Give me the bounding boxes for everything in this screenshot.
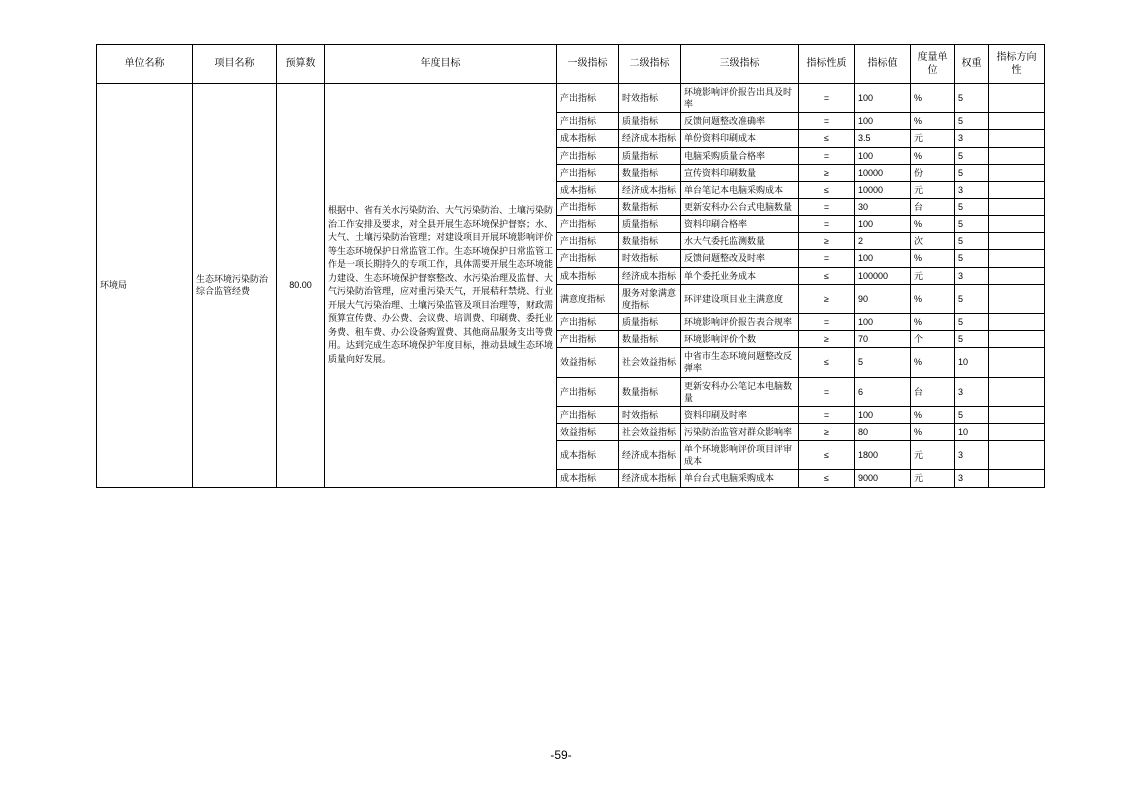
cell-measure-unit: %	[911, 147, 955, 164]
table-body	[97, 84, 1045, 488]
cell-level2-indicator: 时效指标	[619, 84, 681, 113]
header-indicator-value: 指标值	[855, 45, 911, 84]
cell-weight: 10	[955, 348, 989, 377]
cell-weight: 5	[955, 216, 989, 233]
cell-indicator-nature: =	[799, 377, 855, 406]
cell-weight: 5	[955, 331, 989, 348]
header-project-name: 项目名称	[193, 45, 277, 84]
cell-indicator-direction	[989, 216, 1045, 233]
cell-level1-indicator: 成本指标	[557, 130, 619, 147]
cell-level2-indicator: 数量指标	[619, 233, 681, 250]
cell-measure-unit: 元	[911, 130, 955, 147]
cell-weight: 5	[955, 233, 989, 250]
cell-measure-unit: 元	[911, 470, 955, 487]
cell-weight: 5	[955, 284, 989, 313]
header-annual-goal: 年度目标	[325, 45, 557, 84]
cell-level3-indicator: 宣传资料印刷数量	[681, 164, 799, 181]
cell-level3-indicator: 资料印刷及时率	[681, 406, 799, 423]
cell-indicator-direction	[989, 406, 1045, 423]
cell-level1-indicator: 产出指标	[557, 331, 619, 348]
cell-indicator-value: 100	[855, 250, 911, 267]
cell-measure-unit: 份	[911, 164, 955, 181]
cell-level1-indicator: 产出指标	[557, 84, 619, 113]
cell-indicator-direction	[989, 423, 1045, 440]
cell-level1-indicator: 产出指标	[557, 198, 619, 215]
cell-level1-indicator: 成本指标	[557, 470, 619, 487]
cell-level1-indicator: 成本指标	[557, 441, 619, 470]
cell-weight: 5	[955, 250, 989, 267]
cell-indicator-direction	[989, 181, 1045, 198]
cell-level2-indicator: 社会效益指标	[619, 423, 681, 440]
cell-level2-indicator: 社会效益指标	[619, 348, 681, 377]
cell-annual-goal: 根据中、省有关水污染防治、大气污染防治、土壤污染防治工作安排及要求，对全县开展生态环境保护督察；水、大气、土壤污染防治管理；对建设项目开展环境影响评价等生态环境保护日常监管工作。生态环境保护日常监管工作是一项长期持久的专项工作，具体需要开展生态环境能力建设、生态环境保护督察整改、水污染治理及监督、大气污染防治管理，应对重污染天气，开展秸秆禁烧、行业开展大气污染治理、土壤污染监管及项目治理等，财政需预算宣传费、办公费、会议费、培训费、印刷费、委托业务费、租车费、办公设备购置费、其他商品服务支出等费用。达到完成生态环境保护年度目标，推动县域生态环境质量向好发展。	[325, 84, 557, 488]
cell-indicator-value: 100000	[855, 267, 911, 284]
cell-indicator-direction	[989, 331, 1045, 348]
cell-level1-indicator: 产出指标	[557, 147, 619, 164]
cell-indicator-value: 2	[855, 233, 911, 250]
cell-level2-indicator: 经济成本指标	[619, 470, 681, 487]
cell-level3-indicator: 中省市生态环境问题整改反弹率	[681, 348, 799, 377]
cell-measure-unit: %	[911, 423, 955, 440]
cell-indicator-value: 80	[855, 423, 911, 440]
cell-measure-unit: 台	[911, 377, 955, 406]
cell-level3-indicator: 环评建设项目业主满意度	[681, 284, 799, 313]
budget-performance-table-wrapper	[96, 44, 1044, 488]
cell-level2-indicator: 质量指标	[619, 313, 681, 330]
cell-level3-indicator: 环境影响评价个数	[681, 331, 799, 348]
cell-weight: 3	[955, 470, 989, 487]
cell-level2-indicator: 时效指标	[619, 406, 681, 423]
header-indicator-nature: 指标性质	[799, 45, 855, 84]
cell-level2-indicator: 数量指标	[619, 198, 681, 215]
cell-weight: 3	[955, 441, 989, 470]
header-unit-name: 单位名称	[97, 45, 193, 84]
cell-level3-indicator: 更新安科办公台式电脑数量	[681, 198, 799, 215]
cell-weight: 3	[955, 377, 989, 406]
cell-level2-indicator: 质量指标	[619, 216, 681, 233]
cell-indicator-value: 6	[855, 377, 911, 406]
cell-weight: 5	[955, 147, 989, 164]
cell-level2-indicator: 经济成本指标	[619, 267, 681, 284]
cell-unit-name: 环境局	[97, 84, 193, 488]
cell-indicator-direction	[989, 198, 1045, 215]
cell-indicator-nature: =	[799, 250, 855, 267]
table-header-row	[97, 45, 1045, 84]
cell-level3-indicator: 污染防治监管对群众影响率	[681, 423, 799, 440]
cell-indicator-value: 5	[855, 348, 911, 377]
cell-indicator-nature: ≥	[799, 423, 855, 440]
cell-level1-indicator: 成本指标	[557, 181, 619, 198]
header-budget-amount: 预算数	[277, 45, 325, 84]
cell-level1-indicator: 产出指标	[557, 313, 619, 330]
cell-level2-indicator: 经济成本指标	[619, 181, 681, 198]
header-measure-unit: 度量单位	[911, 45, 955, 84]
cell-level1-indicator: 产出指标	[557, 377, 619, 406]
cell-level2-indicator: 数量指标	[619, 331, 681, 348]
cell-level3-indicator: 水大气委托监测数量	[681, 233, 799, 250]
cell-level3-indicator: 资料印刷合格率	[681, 216, 799, 233]
cell-measure-unit: 元	[911, 181, 955, 198]
cell-weight: 5	[955, 164, 989, 181]
cell-measure-unit: 元	[911, 441, 955, 470]
cell-indicator-value: 90	[855, 284, 911, 313]
cell-indicator-nature: =	[799, 406, 855, 423]
cell-level3-indicator: 单台台式电脑采购成本	[681, 470, 799, 487]
cell-level1-indicator: 产出指标	[557, 406, 619, 423]
cell-indicator-value: 100	[855, 313, 911, 330]
cell-indicator-direction	[989, 250, 1045, 267]
cell-level3-indicator: 环境影响评价报告出具及时率	[681, 84, 799, 113]
cell-level1-indicator: 产出指标	[557, 113, 619, 130]
cell-project-name: 生态环境污染防治综合监管经费	[193, 84, 277, 488]
cell-measure-unit: 次	[911, 233, 955, 250]
cell-indicator-value: 100	[855, 113, 911, 130]
cell-indicator-value: 100	[855, 84, 911, 113]
cell-level1-indicator: 效益指标	[557, 423, 619, 440]
cell-weight: 5	[955, 313, 989, 330]
cell-measure-unit: %	[911, 113, 955, 130]
cell-indicator-direction	[989, 377, 1045, 406]
budget-performance-table	[96, 44, 1045, 488]
cell-indicator-direction	[989, 470, 1045, 487]
cell-level1-indicator: 产出指标	[557, 164, 619, 181]
cell-indicator-direction	[989, 313, 1045, 330]
cell-level3-indicator: 更新安科办公笔记本电脑数量	[681, 377, 799, 406]
cell-level1-indicator: 满意度指标	[557, 284, 619, 313]
header-level3-indicator: 三级指标	[681, 45, 799, 84]
cell-indicator-nature: ≤	[799, 348, 855, 377]
cell-weight: 5	[955, 84, 989, 113]
cell-indicator-nature: =	[799, 113, 855, 130]
page-number: -59-	[550, 748, 572, 762]
cell-level3-indicator: 单个委托业务成本	[681, 267, 799, 284]
cell-indicator-nature: ≤	[799, 470, 855, 487]
cell-indicator-value: 1800	[855, 441, 911, 470]
header-indicator-direction: 指标方向性	[989, 45, 1045, 84]
cell-level1-indicator: 产出指标	[557, 216, 619, 233]
cell-measure-unit: 元	[911, 267, 955, 284]
cell-measure-unit: %	[911, 348, 955, 377]
cell-indicator-direction	[989, 233, 1045, 250]
cell-indicator-direction	[989, 441, 1045, 470]
cell-level3-indicator: 反馈问题整改准确率	[681, 113, 799, 130]
cell-indicator-value: 100	[855, 406, 911, 423]
cell-indicator-nature: ≥	[799, 284, 855, 313]
cell-level1-indicator: 产出指标	[557, 233, 619, 250]
cell-weight: 3	[955, 130, 989, 147]
cell-indicator-nature: =	[799, 198, 855, 215]
cell-indicator-value: 10000	[855, 181, 911, 198]
cell-indicator-nature: =	[799, 84, 855, 113]
cell-indicator-direction	[989, 164, 1045, 181]
cell-level3-indicator: 单个环境影响评价项目评审成本	[681, 441, 799, 470]
cell-indicator-nature: =	[799, 216, 855, 233]
cell-level1-indicator: 成本指标	[557, 267, 619, 284]
cell-weight: 3	[955, 181, 989, 198]
cell-level2-indicator: 质量指标	[619, 113, 681, 130]
cell-level3-indicator: 单份资料印刷成本	[681, 130, 799, 147]
cell-level1-indicator: 效益指标	[557, 348, 619, 377]
cell-indicator-nature: ≥	[799, 331, 855, 348]
cell-measure-unit: 个	[911, 331, 955, 348]
cell-level2-indicator: 服务对象满意度指标	[619, 284, 681, 313]
cell-indicator-direction	[989, 267, 1045, 284]
cell-measure-unit: %	[911, 313, 955, 330]
cell-indicator-value: 9000	[855, 470, 911, 487]
cell-measure-unit: %	[911, 284, 955, 313]
cell-measure-unit: %	[911, 250, 955, 267]
cell-indicator-nature: ≤	[799, 267, 855, 284]
cell-measure-unit: 台	[911, 198, 955, 215]
cell-budget-amount: 80.00	[277, 84, 325, 488]
cell-indicator-nature: ≤	[799, 130, 855, 147]
cell-indicator-value: 10000	[855, 164, 911, 181]
cell-indicator-value: 70	[855, 331, 911, 348]
header-level1-indicator: 一级指标	[557, 45, 619, 84]
cell-indicator-nature: ≤	[799, 181, 855, 198]
cell-level1-indicator: 产出指标	[557, 250, 619, 267]
cell-indicator-nature: ≥	[799, 164, 855, 181]
cell-level3-indicator: 反馈问题整改及时率	[681, 250, 799, 267]
cell-weight: 5	[955, 113, 989, 130]
cell-measure-unit: %	[911, 216, 955, 233]
cell-indicator-direction	[989, 113, 1045, 130]
cell-indicator-nature: ≤	[799, 441, 855, 470]
cell-level3-indicator: 单台笔记本电脑采购成本	[681, 181, 799, 198]
cell-weight: 5	[955, 198, 989, 215]
cell-level3-indicator: 环境影响评价报告表合规率	[681, 313, 799, 330]
cell-indicator-direction	[989, 130, 1045, 147]
cell-indicator-value: 30	[855, 198, 911, 215]
cell-indicator-direction	[989, 348, 1045, 377]
cell-level3-indicator: 电脑采购质量合格率	[681, 147, 799, 164]
cell-indicator-nature: =	[799, 313, 855, 330]
cell-indicator-value: 100	[855, 147, 911, 164]
header-level2-indicator: 二级指标	[619, 45, 681, 84]
cell-weight: 3	[955, 267, 989, 284]
cell-indicator-direction	[989, 284, 1045, 313]
cell-level2-indicator: 经济成本指标	[619, 441, 681, 470]
cell-weight: 10	[955, 423, 989, 440]
cell-measure-unit: %	[911, 406, 955, 423]
cell-indicator-value: 3.5	[855, 130, 911, 147]
cell-weight: 5	[955, 406, 989, 423]
cell-level2-indicator: 数量指标	[619, 164, 681, 181]
table-row	[97, 84, 1045, 113]
cell-indicator-nature: =	[799, 147, 855, 164]
header-weight: 权重	[955, 45, 989, 84]
cell-measure-unit: %	[911, 84, 955, 113]
cell-indicator-direction	[989, 84, 1045, 113]
cell-level2-indicator: 数量指标	[619, 377, 681, 406]
cell-indicator-direction	[989, 147, 1045, 164]
cell-level2-indicator: 时效指标	[619, 250, 681, 267]
cell-indicator-nature: ≥	[799, 233, 855, 250]
cell-level2-indicator: 质量指标	[619, 147, 681, 164]
cell-level2-indicator: 经济成本指标	[619, 130, 681, 147]
cell-indicator-value: 100	[855, 216, 911, 233]
